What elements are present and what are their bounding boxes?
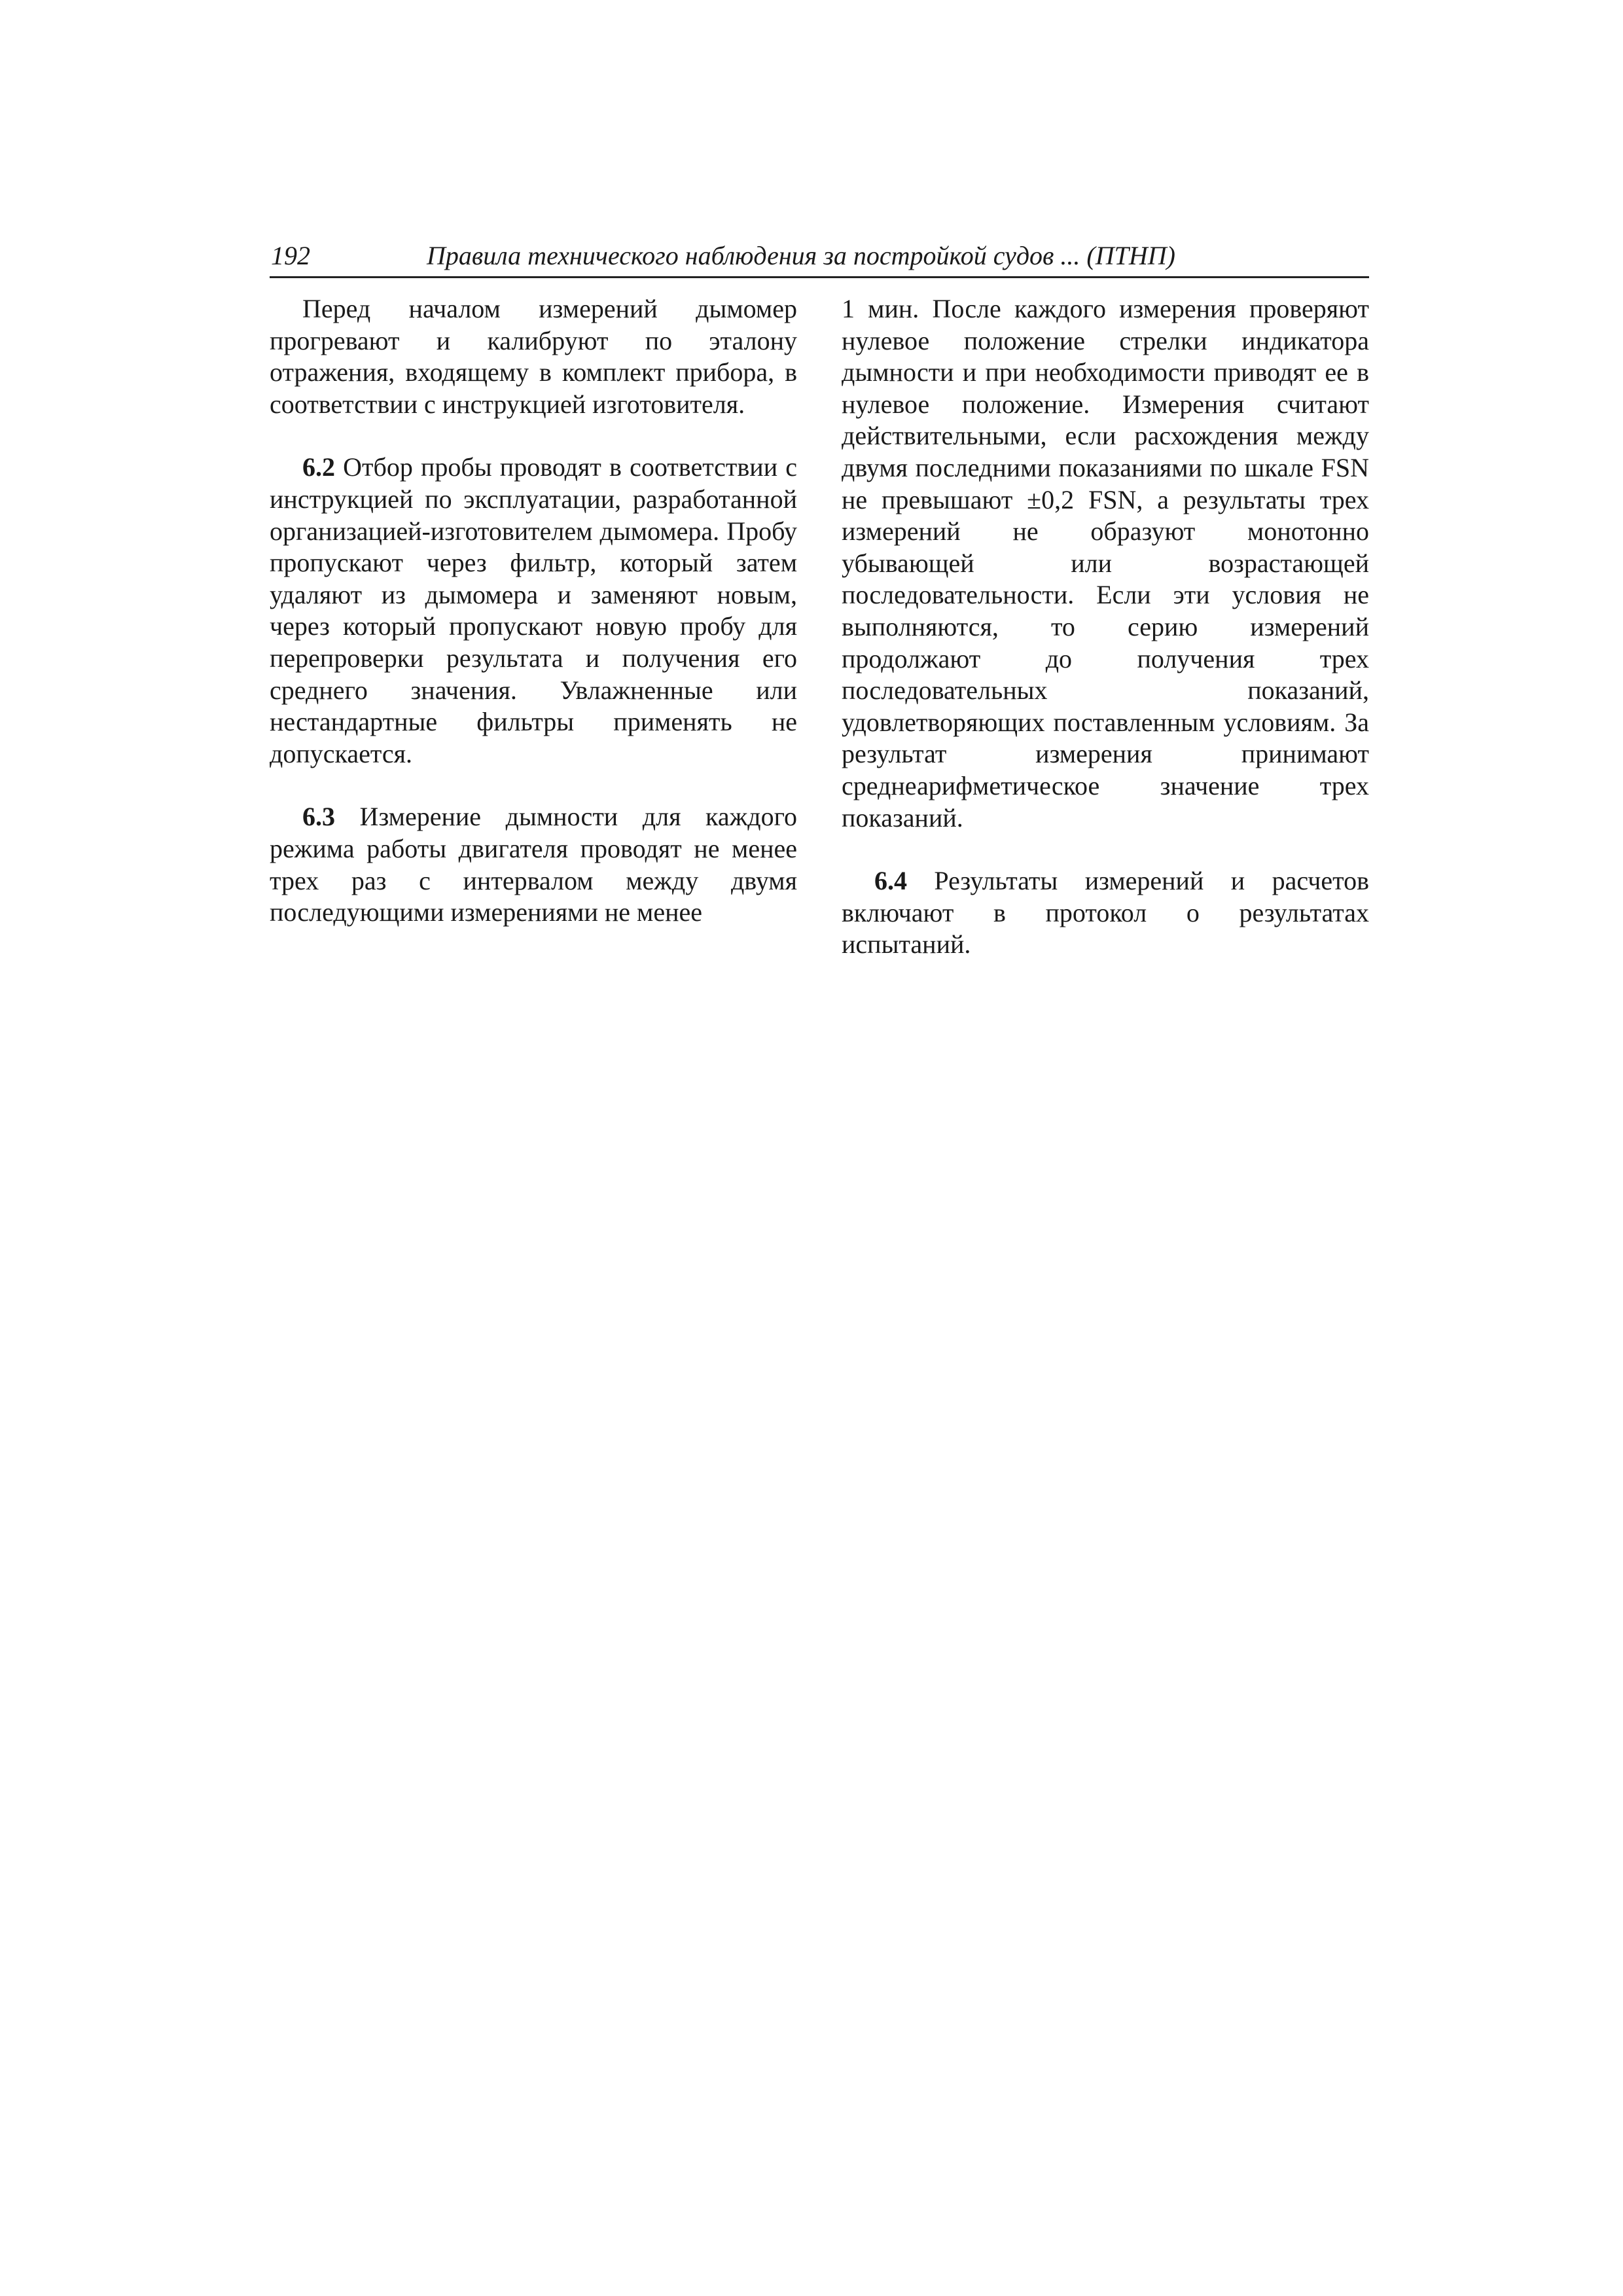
paragraph-6-3-continued (842, 293, 1369, 834)
paragraph-text: 1 мин. После каждого измерения проверяют нулевое положение стрелки индикатора дымности и при необходимости приводят ее в нулевое положение. Измерения считают действительными, если расхождения между двумя последними показаниями по шкале FSN не превышают ±0,2 FSN, а результаты трех измерений не образуют монотонно убывающей или возрастающей последовательности. Если эти условия не выполняются, то серию измерений продолжают до получения трех последовательных показаний, удовлетворяющих поставленным условиям. За результат измерения принимают среднеарифметическое значение трех показаний. (842, 294, 1369, 833)
running-title: Правила технического наблюдения за постройкой судов ... (ПТНП) (427, 241, 1175, 270)
paragraph-text: Измерение дымности для каждого режима работы двигателя проводят не менее трех раз с интервалом между двумя последующими измерениями не менее (270, 802, 797, 927)
paragraph-text: Отбор пробы проводят в соответствии с инструкцией по эксплуатации, разработанной организацией-изготовителем дымомера. Пробу пропускают через фильтр, который затем удаляют из дымомера и заменяют новым, через который пропускают новую пробу для перепроверки результата и получения его среднего значения. Увлажненные или нестандартные фильтры применять не допускается. (270, 452, 797, 768)
page-header (270, 236, 1369, 278)
paragraph-text: Перед началом измерений дымомер прогревают и калибруют по эталону отражения, входящему в комплект прибора, в соответствии с инструкцией изготовителя. (270, 294, 797, 419)
paragraph-text: Результаты измерений и расчетов включают в протокол о результатах испытаний. (842, 866, 1369, 960)
paragraph-6-4 (842, 865, 1369, 961)
paragraph-calibration (270, 293, 797, 420)
paragraph-6-2 (270, 452, 797, 770)
paragraph-6-3 (270, 801, 797, 928)
section-number: 6.3 (302, 802, 335, 832)
right-column (842, 293, 1369, 961)
left-column (270, 293, 797, 929)
page-number: 192 (271, 241, 310, 270)
section-number: 6.4 (874, 866, 907, 896)
section-number: 6.2 (302, 452, 335, 482)
